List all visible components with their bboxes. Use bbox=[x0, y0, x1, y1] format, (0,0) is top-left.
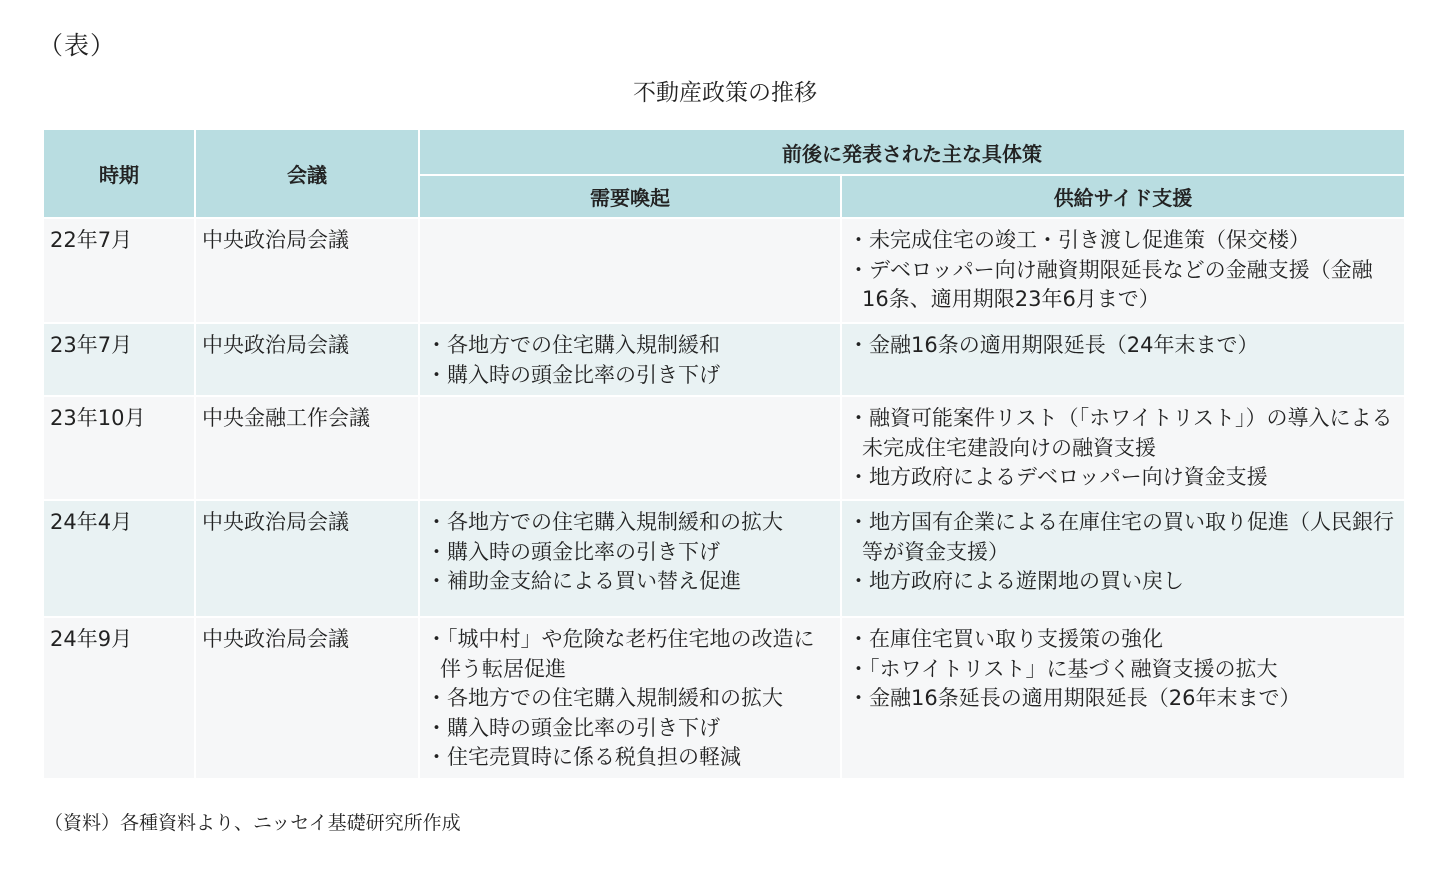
meeting-cell: 中央金融工作会議 bbox=[196, 397, 418, 499]
period-cell: 23年10月 bbox=[44, 397, 194, 499]
demand-item: ・各地方での住宅購入規制緩和の拡大 bbox=[426, 686, 783, 710]
demand-cell bbox=[420, 219, 840, 322]
supply-item: ・在庫住宅買い取り支援策の強化 bbox=[848, 627, 1163, 651]
source-note: （資料）各種資料より、ニッセイ基礎研究所作成 bbox=[44, 812, 461, 834]
demand-cell bbox=[420, 324, 840, 395]
figure-label: （表） bbox=[38, 31, 117, 60]
supply-cell bbox=[842, 501, 1404, 616]
supply-item: ・融資可能案件リスト（「ホワイトリスト」）の導入による未完成住宅建設向けの融資支援 bbox=[848, 406, 1393, 460]
table-row bbox=[44, 501, 1404, 616]
supply-item: ・地方国有企業による在庫住宅の買い取り促進（人民銀行等が資金支援） bbox=[848, 510, 1394, 564]
table-row bbox=[44, 219, 1404, 322]
supply-item: ・金融16条の適用期限延長（24年末まで） bbox=[848, 333, 1259, 357]
demand-item: ・住宅売買時に係る税負担の軽減 bbox=[426, 745, 741, 769]
table-row bbox=[44, 397, 1404, 499]
demand-item: ・購入時の頭金比率の引き下げ bbox=[426, 539, 720, 564]
supply-cell bbox=[842, 324, 1404, 395]
demand-item: ・購入時の頭金比率の引き下げ bbox=[426, 362, 720, 387]
header-meeting: 会議 bbox=[196, 130, 418, 217]
demand-cell bbox=[420, 618, 840, 778]
supply-item: ・デベロッパー向け融資期限延長などの金融支援（金融16条、適用期限23年6月まで） bbox=[848, 257, 1373, 311]
policy-table bbox=[42, 128, 1406, 780]
meeting-cell: 中央政治局会議 bbox=[196, 219, 418, 322]
meeting-cell: 中央政治局会議 bbox=[196, 618, 418, 778]
demand-item: ・各地方での住宅購入規制緩和の拡大 bbox=[426, 510, 783, 534]
meeting-cell: 中央政治局会議 bbox=[196, 501, 418, 616]
demand-item: ・購入時の頭金比率の引き下げ bbox=[426, 715, 720, 740]
period-cell: 23年7月 bbox=[44, 324, 194, 395]
table-body bbox=[44, 219, 1404, 778]
supply-item: ・地方政府による遊閑地の買い戻し bbox=[848, 569, 1184, 593]
demand-item: ・「城中村」や危険な老朽住宅地の改造に伴う転居促進 bbox=[426, 627, 815, 681]
demand-cell bbox=[420, 397, 840, 499]
period-cell: 24年9月 bbox=[44, 618, 194, 778]
period-cell: 22年7月 bbox=[44, 219, 194, 322]
demand-item: ・各地方での住宅購入規制緩和 bbox=[426, 333, 720, 357]
supply-cell bbox=[842, 397, 1404, 499]
header-demand: 需要喚起 bbox=[420, 176, 840, 217]
supply-item: ・「ホワイトリスト」に基づく融資支援の拡大 bbox=[848, 656, 1278, 681]
header-supply: 供給サイド支援 bbox=[842, 176, 1404, 217]
table-row bbox=[44, 618, 1404, 778]
supply-item: ・金融16条延長の適用期限延長（26年末まで） bbox=[848, 686, 1301, 710]
period-cell: 24年4月 bbox=[44, 501, 194, 616]
supply-cell bbox=[842, 219, 1404, 322]
header-period: 時期 bbox=[44, 130, 194, 217]
meeting-cell: 中央政治局会議 bbox=[196, 324, 418, 395]
header-measures-group: 前後に発表された主な具体策 bbox=[420, 130, 1404, 174]
demand-cell bbox=[420, 501, 840, 616]
supply-item: ・地方政府によるデベロッパー向け資金支援 bbox=[848, 465, 1268, 489]
table-title: 不動産政策の推移 bbox=[633, 80, 817, 106]
table-row bbox=[44, 324, 1404, 395]
supply-item: ・未完成住宅の竣工・引き渡し促進策（保交楼） bbox=[848, 228, 1310, 252]
demand-item: ・補助金支給による買い替え促進 bbox=[426, 569, 741, 593]
supply-cell bbox=[842, 618, 1404, 778]
